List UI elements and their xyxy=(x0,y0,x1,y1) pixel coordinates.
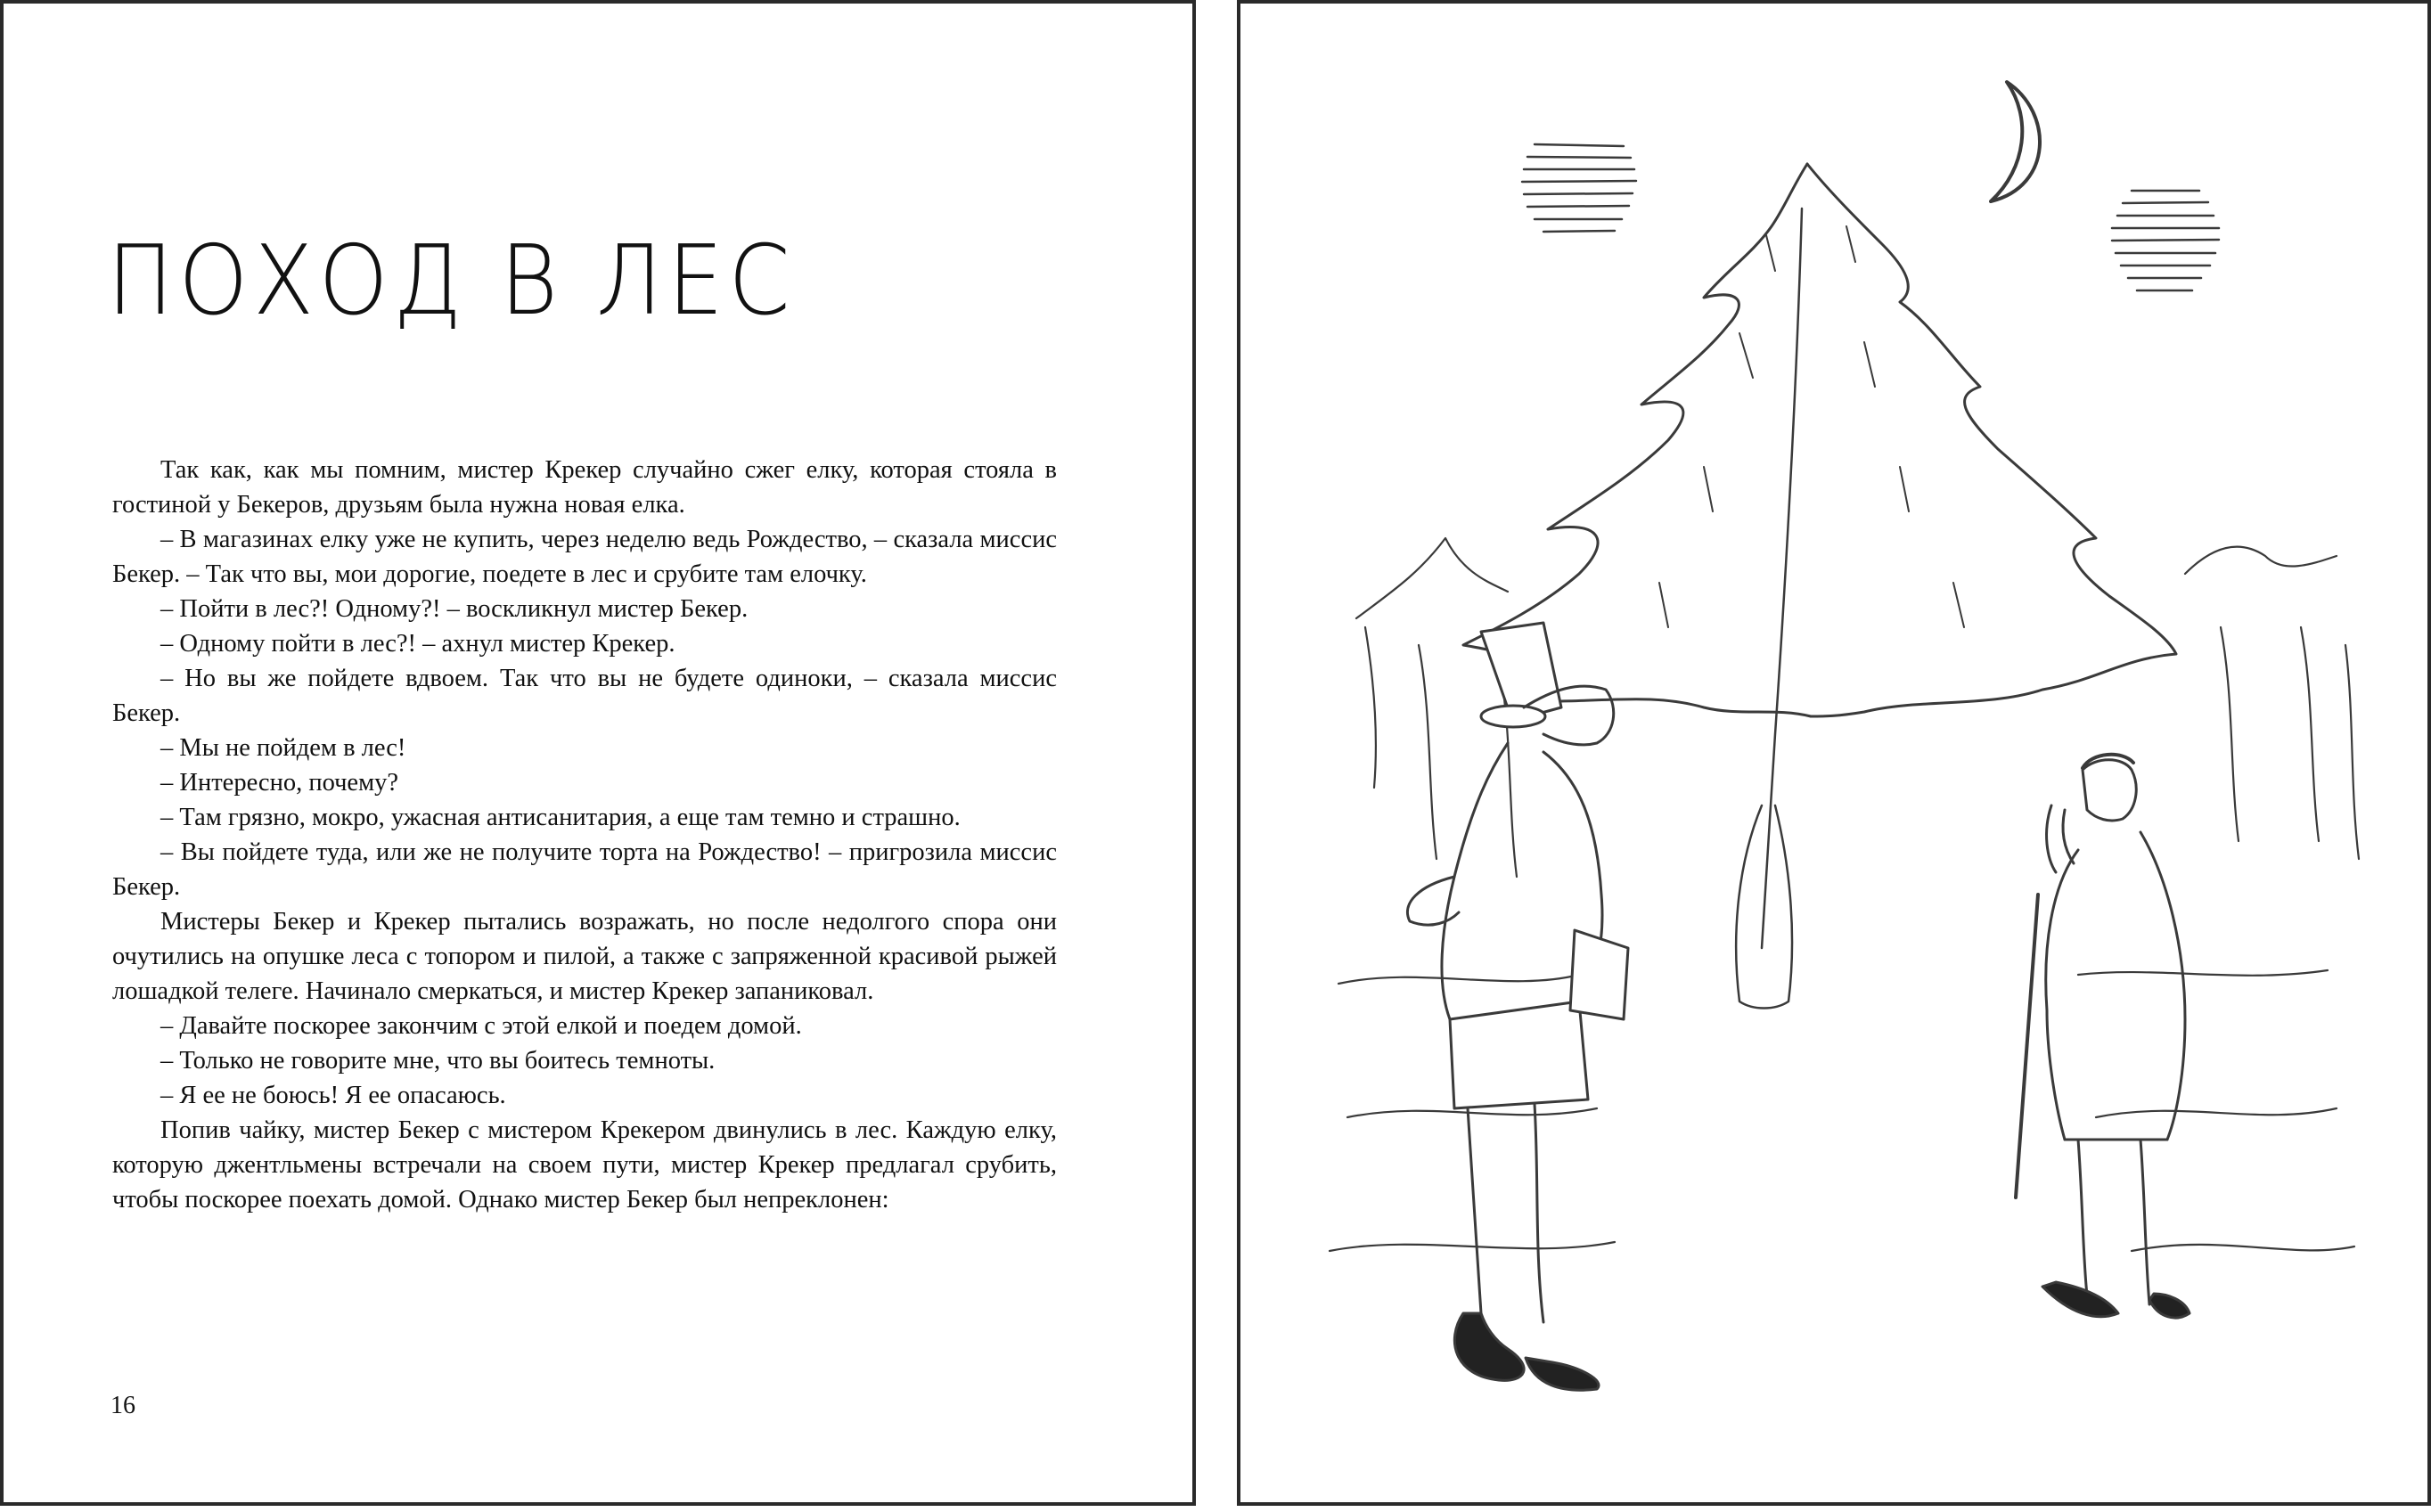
paragraph: Попив чайку, мистер Бекер с мистером Крекером двинулись в лес. Каждую елку, которую джентльмены встречали на своем пути, мистер Крекер предлагал срубить, чтобы поскорее поехать домой. Однако мистер Бекер был непреклонен: xyxy=(112,1116,1057,1214)
paragraph: – Пойти в лес?! Одному?! – воскликнул мистер Бекер. xyxy=(160,595,749,623)
paragraph: – Только не говорите мне, что вы боитесь темноты. xyxy=(160,1047,716,1075)
right-page xyxy=(1237,0,2431,1506)
cloud-left-drawing xyxy=(1522,144,1636,232)
paragraph: – Но вы же пойдете вдвоем. Так что вы не будете одиноки, – сказала миссис Бекер. xyxy=(112,665,1057,727)
paragraph: – Давайте поскорее закончим с этой елкой и поедем домой. xyxy=(160,1012,802,1040)
paragraph: – Мы не пойдем в лес! xyxy=(160,734,406,762)
chapter-title: ПОХОД В ЛЕС xyxy=(107,225,796,337)
forest-illustration xyxy=(1240,4,2427,1502)
paragraph: – Там грязно, мокро, ужасная антисанитария, а еще там темно и страшно. xyxy=(160,804,961,831)
paragraph: Так как, как мы помним, мистер Крекер случайно сжег елку, которая стояла в гостиной у Бекеров, друзьям была нужна новая елка. xyxy=(112,456,1057,519)
paragraph: – Вы пойдете туда, или же не получите торта на Рождество! – пригрозила миссис Бекер. xyxy=(112,838,1057,901)
left-page xyxy=(0,0,1196,1506)
man-cap-drawing xyxy=(2016,755,2190,1318)
moon-drawing xyxy=(1991,82,2040,201)
paragraph: – Интересно, почему? xyxy=(160,769,399,797)
page-number: 16 xyxy=(110,1392,135,1419)
background-forest-drawing xyxy=(1330,538,2359,1251)
paragraph: – Одному пойти в лес?! – ахнул мистер Крекер. xyxy=(160,630,675,658)
cloud-right-drawing xyxy=(2112,191,2219,290)
man-top-hat-drawing xyxy=(1407,623,1628,1390)
paragraph: – В магазинах елку уже не купить, через неделю ведь Рождество, – сказала миссис Бекер. – Так что вы, мои дорогие, поедете в лес и срубите там елочку. xyxy=(112,526,1057,588)
fir-tree-drawing xyxy=(1463,164,2176,1009)
story-text xyxy=(112,453,1057,1217)
paragraph: Мистеры Бекер и Крекер пытались возражать, но после недолгого спора они очутились на опушке леса с топором и пилой, а также с запряженной красивой рыжей лошадкой телеге. Начинало смеркаться, и мистер Крекер запаниковал. xyxy=(112,908,1057,1005)
paragraph: – Я ее не боюсь! Я ее опасаюсь. xyxy=(160,1082,506,1109)
